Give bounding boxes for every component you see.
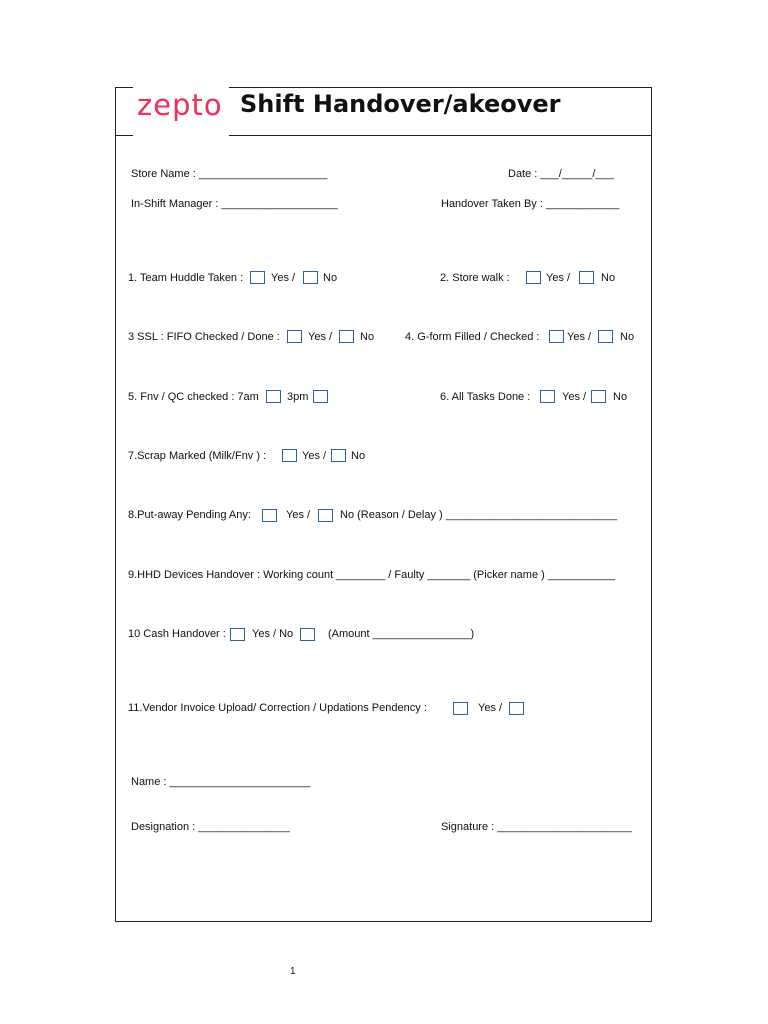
- cash-handover-no-checkbox[interactable]: [300, 628, 315, 641]
- all-tasks-done-label: 6. All Tasks Done :: [440, 391, 531, 403]
- team-huddle-no-label: No: [323, 272, 338, 284]
- g-form-no-label: No: [620, 331, 635, 343]
- cash-handover-yes-checkbox[interactable]: [230, 628, 245, 641]
- scrap-marked-label: 7.Scrap Marked (Milk/Fnv ) :: [128, 450, 267, 462]
- ssl-fifo-yes-checkbox[interactable]: [287, 330, 302, 343]
- fnv-qc-3pm-label: 3pm: [287, 391, 309, 403]
- handover-taken-by-field[interactable]: Handover Taken By : ____________: [441, 198, 620, 210]
- g-form-yes-checkbox[interactable]: [549, 330, 564, 343]
- all-tasks-yes-checkbox[interactable]: [540, 390, 555, 403]
- team-huddle-label: 1. Team Huddle Taken :: [128, 272, 244, 284]
- hhd-devices-field[interactable]: 9.HHD Devices Handover : Working count ________ / Faulty _______ (Picker name ) ___________: [128, 569, 616, 581]
- fnv-qc-7am-checkbox[interactable]: [266, 390, 281, 403]
- store-walk-yes-checkbox[interactable]: [526, 271, 541, 284]
- cash-amount-field[interactable]: (Amount ________________): [328, 628, 475, 640]
- scrap-marked-yes-label: Yes /: [302, 450, 327, 462]
- put-away-label: 8.Put-away Pending Any:: [128, 509, 251, 521]
- store-walk-yes-label: Yes /: [546, 272, 571, 284]
- ssl-fifo-no-label: No: [360, 331, 375, 343]
- store-walk-no-checkbox[interactable]: [579, 271, 594, 284]
- scrap-marked-no-checkbox[interactable]: [331, 449, 346, 462]
- store-walk-no-label: No: [601, 272, 616, 284]
- form-title: Shift Handover/akeover: [240, 90, 561, 118]
- ssl-fifo-yes-label: Yes /: [308, 331, 333, 343]
- team-huddle-yes-checkbox[interactable]: [250, 271, 265, 284]
- name-field[interactable]: Name : _______________________: [131, 776, 311, 788]
- g-form-yes-label: Yes /: [567, 331, 592, 343]
- vendor-invoice-yes-checkbox[interactable]: [453, 702, 468, 715]
- vendor-invoice-no-checkbox[interactable]: [509, 702, 524, 715]
- ssl-fifo-label: 3 SSL : FIFO Checked / Done :: [128, 331, 280, 343]
- scrap-marked-no-label: No: [351, 450, 366, 462]
- g-form-label: 4. G-form Filled / Checked :: [405, 331, 540, 343]
- put-away-no-reason-field[interactable]: No (Reason / Delay ) ____________________________: [340, 509, 618, 521]
- store-walk-label: 2. Store walk :: [440, 272, 510, 284]
- cash-handover-yes-no-label: Yes / No: [252, 628, 294, 640]
- vendor-invoice-yes-label: Yes /: [478, 702, 503, 714]
- signature-field[interactable]: Signature : ______________________: [441, 821, 632, 833]
- put-away-yes-label: Yes /: [286, 509, 311, 521]
- put-away-yes-checkbox[interactable]: [262, 509, 277, 522]
- zepto-logo: zepto: [137, 88, 223, 122]
- fnv-qc-label: 5. Fnv / QC checked : 7am: [128, 391, 259, 403]
- cash-handover-label: 10 Cash Handover :: [128, 628, 226, 640]
- page-number: 1: [290, 966, 296, 977]
- form-frame: [115, 87, 652, 922]
- scrap-marked-yes-checkbox[interactable]: [282, 449, 297, 462]
- fnv-qc-3pm-checkbox[interactable]: [313, 390, 328, 403]
- team-huddle-no-checkbox[interactable]: [303, 271, 318, 284]
- ssl-fifo-no-checkbox[interactable]: [339, 330, 354, 343]
- all-tasks-no-label: No: [613, 391, 628, 403]
- designation-field[interactable]: Designation : _______________: [131, 821, 291, 833]
- in-shift-manager-field[interactable]: In-Shift Manager : ___________________: [131, 198, 338, 210]
- vendor-invoice-label: 11.Vendor Invoice Upload/ Correction / Updations Pendency :: [128, 702, 427, 714]
- put-away-no-checkbox[interactable]: [318, 509, 333, 522]
- team-huddle-yes-label: Yes /: [271, 272, 296, 284]
- all-tasks-no-checkbox[interactable]: [591, 390, 606, 403]
- g-form-no-checkbox[interactable]: [598, 330, 613, 343]
- all-tasks-yes-label: Yes /: [562, 391, 587, 403]
- date-field[interactable]: Date : ___/_____/___: [508, 168, 614, 180]
- store-name-field[interactable]: Store Name : _____________________: [131, 168, 328, 180]
